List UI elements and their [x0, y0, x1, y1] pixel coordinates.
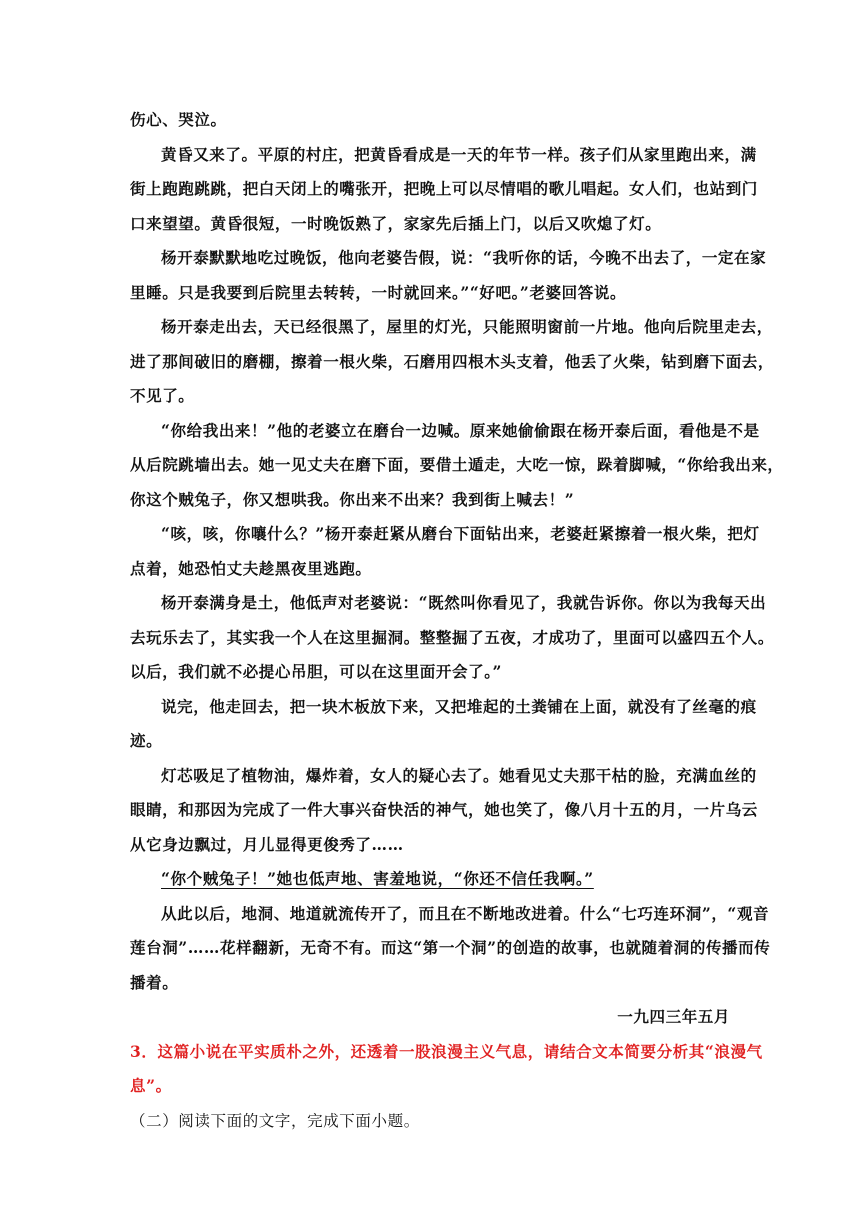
text-line: 伤心、哭泣。: [130, 110, 227, 129]
document-page: [130, 103, 784, 1138]
text-line: 播着。: [130, 972, 179, 992]
text-line: 口来望望。黄昏很短，一时晚饭熟了，家家先后插上门，以后又吹熄了灯。: [130, 213, 662, 233]
paragraph-line: 说完，他走回去，把一块木板放下来，又把堆起的土粪铺在上面，就没有了丝毫的痕: [161, 696, 757, 716]
paragraph-line: 黄昏又来了。平原的村庄，把黄昏看成是一天的年节一样。孩子们从家里跑出来，满: [161, 144, 757, 164]
paragraph-line: 杨开泰满身是土，他低声对老婆说：“既然叫你看见了，我就告诉你。你以为我每天出: [161, 593, 767, 612]
text-line: 以后，我们就不必提心吊胆，可以在这里面开会了。”: [130, 662, 503, 681]
text-line: 你这个贼兔子，你又想哄我。你出来不出来？我到街上喊去！”: [130, 489, 575, 509]
underlined-line-wrap: [130, 862, 730, 897]
paragraph-line: 灯芯吸足了植物油，爆炸着，女人的疑心去了。她看见丈夫那干枯的脸，充满血丝的: [161, 765, 757, 785]
text-line: 迹。: [130, 731, 163, 750]
paragraph-line: 杨开泰走出去，天已经很黑了，屋里的灯光，只能照明窗前一片地。他向后院里走去，: [161, 317, 773, 336]
text-line: 从它身边飘过，月儿显得更俊秀了……: [130, 834, 404, 854]
text-line: 去玩乐去了，其实我一个人在这里掘洞。整整掘了五夜，才成功了，里面可以盛四五个人。: [130, 627, 775, 647]
text-line: 点着，她恐怕丈夫趁黑夜里逃跑。: [130, 558, 372, 578]
text-line: 进了那间破旧的磨棚，擦着一根火柴，石磨用四根木头支着，他丢了火柴，钻到磨下面去，: [130, 351, 775, 371]
section-heading: （二）阅读下面的文字，完成下面小题。: [130, 1111, 420, 1130]
text-line: 从后院跳墙出去。她一见丈夫在磨下面，要借土遁走，大吃一惊，跺着脚喊，“你给我出来，: [130, 455, 784, 474]
text-line: 眼睛，和那因为完成了一件大事兴奋快活的神气，她也笑了，像八月十五的月，一片乌云: [130, 800, 758, 819]
paragraph-line: “你给我出来！”他的老婆立在磨台一边喊。原来她偷偷跟在杨开泰后面，看他是不是: [161, 420, 760, 440]
underlined-quote: “你个贼兔子！”她也低声地、害羞地说，“你还不信任我啊。”: [161, 869, 594, 888]
text-line: 街上跑跑跳跳，把白天闭上的嘴张开，把晚上可以尽情唱的歌儿唱起。女人们，也站到门: [130, 179, 758, 198]
text-line: 莲台洞”……花样翻新，无奇不有。而这“第一个洞”的创造的故事，也就随着洞的传播而传: [130, 938, 771, 957]
date-line: 一九四三年五月: [617, 1007, 730, 1026]
paragraph-line: 杨开泰默默地吃过晚饭，他向老婆告假，说：“我听你的话，今晚不出去了，一定在家: [161, 248, 767, 267]
text-line: 不见了。: [130, 386, 195, 405]
paragraph-line: 从此以后，地洞、地道就流传开了，而且在不断地改进着。什么“七巧连环洞”，“观音: [161, 903, 770, 923]
text-line: 里睡。只是我要到后院里去转转，一时就回来。”“好吧。”老婆回答说。: [130, 282, 627, 302]
question-3: 3．这篇小说在平实质朴之外，还透着一股浪漫主义气息，请结合文本简要分析其“浪漫气: [130, 1041, 763, 1061]
question-3-continued: 息”。: [130, 1076, 172, 1095]
paragraph-line: “咳，咳，你嚷什么？”杨开泰赶紧从磨台下面钻出来，老婆赶紧擦着一根火柴，把灯: [161, 524, 760, 543]
